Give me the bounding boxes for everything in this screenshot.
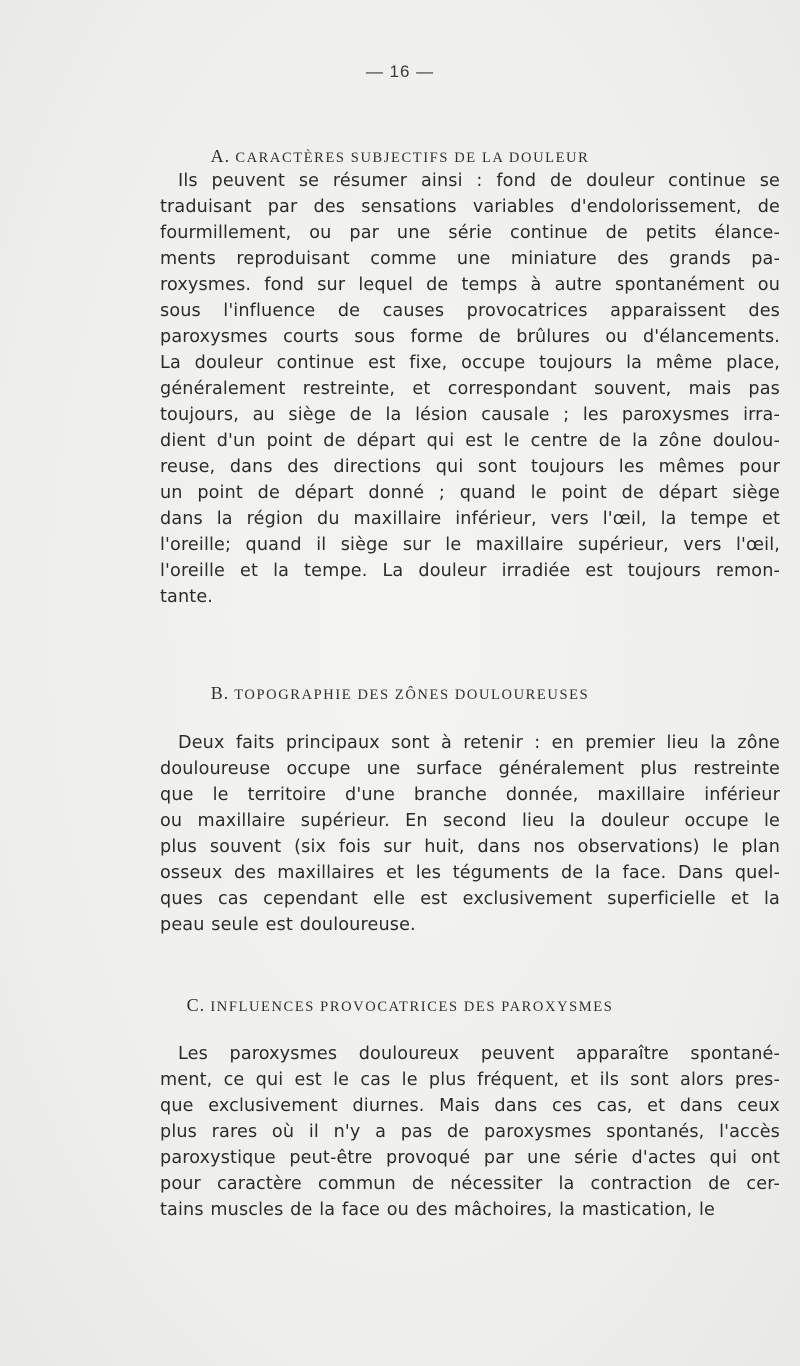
text-line: fourmillement, ou par une série continue de petits élance- [160, 223, 780, 243]
text-line: ques cas cependant elle est exclusivement superficielle et la [160, 889, 780, 909]
section-paragraph-a [160, 168, 780, 610]
text-line: Deux faits principaux sont à retenir : en premier lieu la zône [178, 733, 780, 753]
text-line: tante. [160, 587, 214, 607]
text-line: paroxysmes courts sous forme de brûlures ou d'élancements. [160, 327, 780, 347]
section-heading-c [0, 995, 800, 1016]
text-line: un point de départ donné ; quand le point de départ siège [160, 483, 780, 503]
text-line: roxysmes. fond sur lequel de temps à autre spontanément ou [160, 275, 780, 295]
section-letter: C. [186, 995, 206, 1015]
text-line: généralement restreinte, et correspondant souvent, mais pas [160, 379, 780, 399]
text-line: pour caractère commun de nécessiter la contraction de cer- [160, 1174, 780, 1194]
text-line: paroxystique peut-être provoqué par une série d'actes qui ont [160, 1148, 780, 1168]
text-line: plus souvent (six fois sur huit, dans nos observations) le plan [160, 837, 780, 857]
text-line: dans la région du maxillaire inférieur, vers l'œil, la tempe et [160, 509, 780, 529]
text-line: La douleur continue est fixe, occupe toujours la même place, [160, 353, 780, 373]
section-paragraph-c [160, 1041, 780, 1223]
text-line: l'oreille et la tempe. La douleur irradiée est toujours remon- [160, 561, 780, 581]
text-line: que le territoire d'une branche donnée, maxillaire inférieur [160, 785, 780, 805]
text-line: dient d'un point de départ qui est le centre de la zône doulou- [160, 431, 780, 451]
text-line: douloureuse occupe une surface généralement plus restreinte [160, 759, 780, 779]
section-heading-b [0, 683, 800, 704]
text-line: tains muscles de la face ou des mâchoires, la mastication, le [160, 1200, 716, 1220]
section-title: CARACTÈRES SUBJECTIFS DE LA DOULEUR [235, 150, 590, 166]
section-title: TOPOGRAPHIE DES ZÔNES DOULOUREUSES [234, 687, 590, 703]
text-line: traduisant par des sensations variables d'endolorissement, de [160, 197, 780, 217]
text-line: ment, ce qui est le cas le plus fréquent, et ils sont alors pres- [160, 1070, 780, 1090]
text-line: plus rares où il n'y a pas de paroxysmes spontanés, l'accès [160, 1122, 780, 1142]
text-line: ments reproduisant comme une miniature des grands pa- [160, 249, 780, 269]
section-heading-a [0, 146, 800, 167]
text-line: sous l'influence de causes provocatrices apparaissent des [160, 301, 780, 321]
section-letter: B. [210, 683, 230, 703]
text-line: ou maxillaire supérieur. En second lieu la douleur occupe le [160, 811, 780, 831]
text-line: toujours, au siège de la lésion causale ; les paroxysmes irra- [160, 405, 780, 425]
text-line: osseux des maxillaires et les téguments de la face. Dans quel- [160, 863, 780, 883]
section-letter: A. [210, 146, 231, 166]
text-line: que exclusivement diurnes. Mais dans ces cas, et dans ceux [160, 1096, 780, 1116]
section-paragraph-b [160, 730, 780, 938]
text-line: Les paroxysmes douloureux peuvent apparaître spontané- [178, 1044, 780, 1064]
page-number: — 16 — [365, 62, 435, 81]
text-line: l'oreille; quand il siège sur le maxillaire supérieur, vers l'œil, [160, 535, 780, 555]
text-line: Ils peuvent se résumer ainsi : fond de douleur continue se [178, 171, 780, 191]
text-line: reuse, dans des directions qui sont toujours les mêmes pour [160, 457, 780, 477]
text-line: peau seule est douloureuse. [160, 915, 416, 935]
section-title: INFLUENCES PROVOCATRICES DES PAROXYSMES [210, 999, 614, 1015]
